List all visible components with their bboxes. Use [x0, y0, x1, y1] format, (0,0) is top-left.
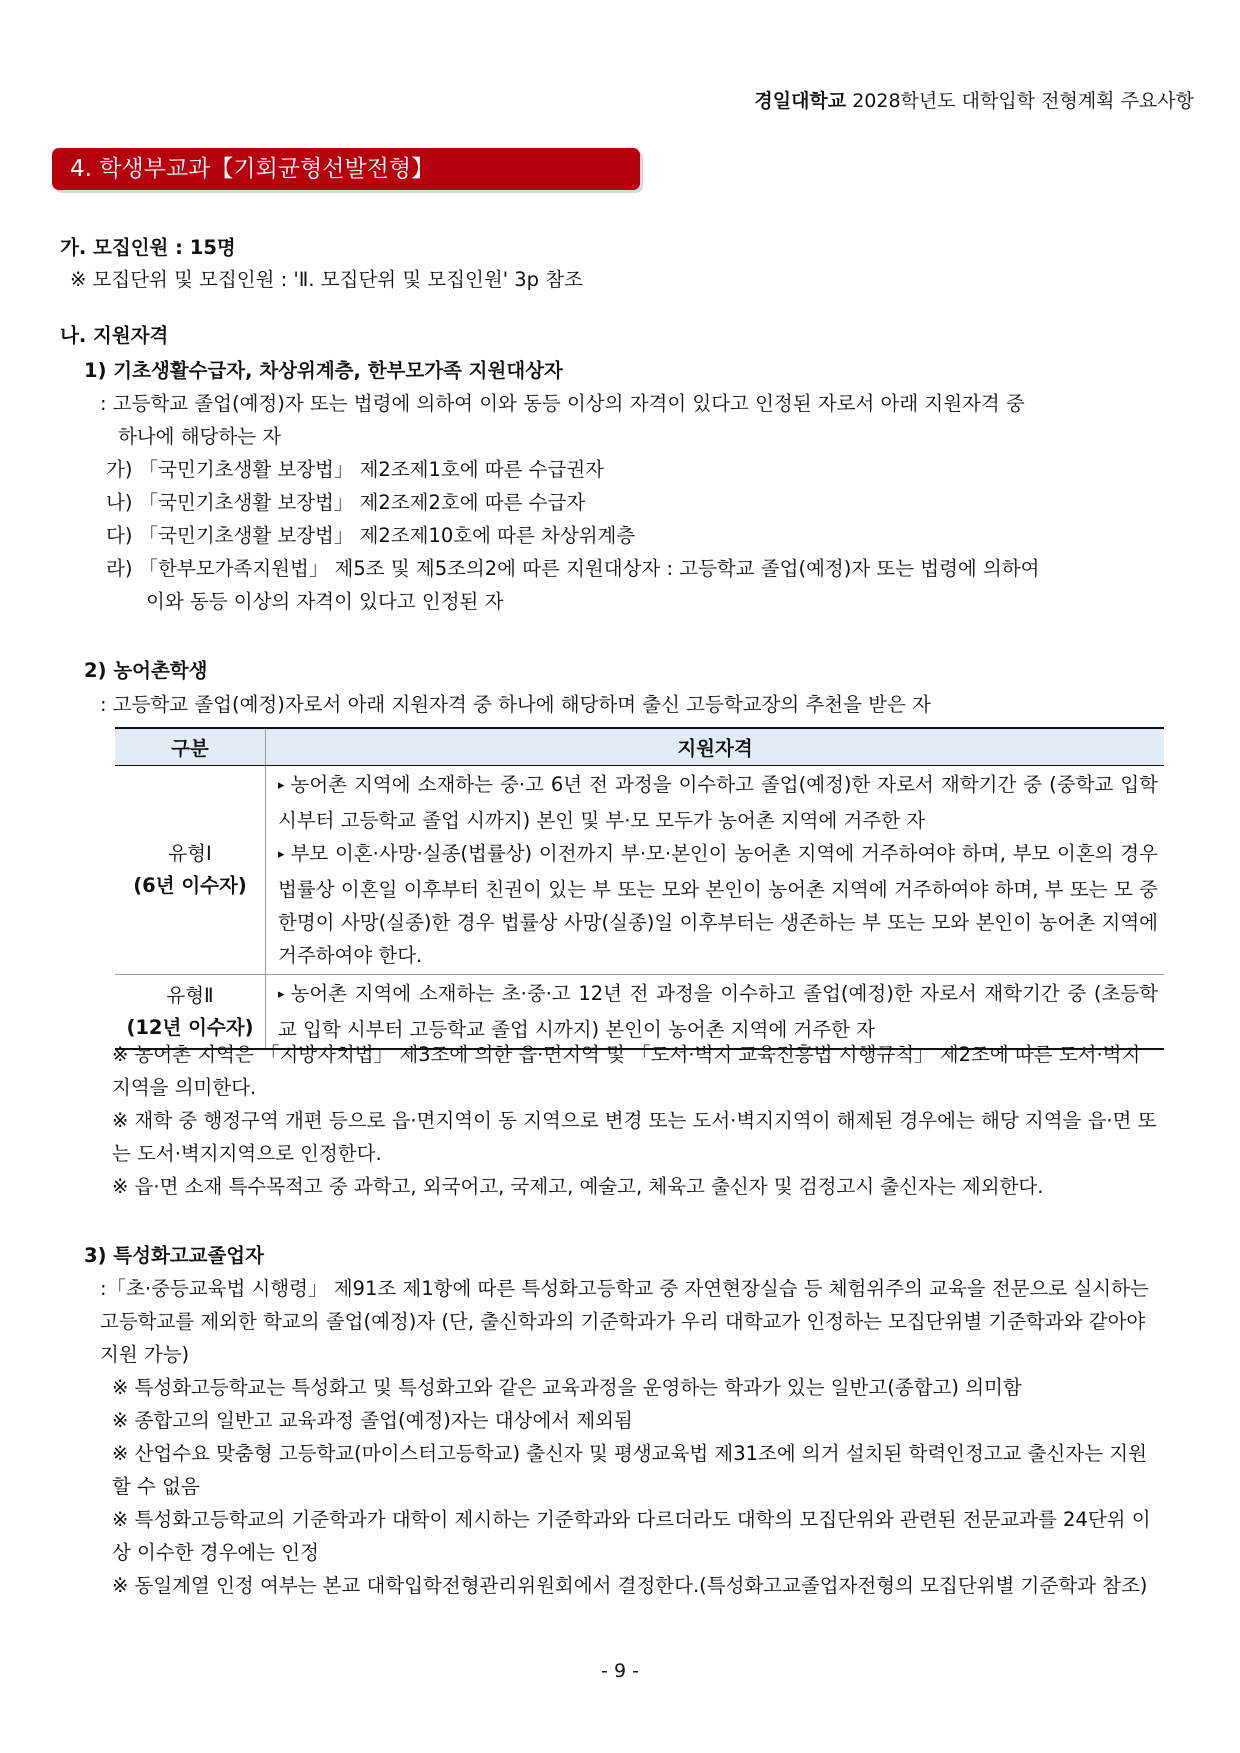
vocational-note: ※ 산업수요 맞춤형 고등학교(마이스터고등학교) 출신자 및 평생교육법 제31조에 의거 설치된 학력인정고교 출신자는 지원할 수 없음	[112, 1442, 1147, 1498]
vocational-note: ※ 특성화고등학교의 기준학과가 대학이 제시하는 기준학과와 다르더라도 대학의 모집단위와 관련된 전문교과를 24단위 이상 이수한 경우에는 인정	[112, 1508, 1151, 1564]
vocational-note: ※ 종합고의 일반고 교육과정 졸업(예정)자는 대상에서 제외됨	[112, 1409, 633, 1432]
rural-note: ※ 농어촌 지역은 「지방자치법」 제3조에 의한 읍·면지역 및 「도서·벽지 교육진흥법 시행규칙」 제2조에 따른 도서·벽지 지역을 의미한다.	[112, 1043, 1141, 1099]
table-header-category: 구분	[115, 728, 266, 766]
table-header-qualification: 지원자격	[266, 728, 1165, 766]
rural-eligibility-table	[115, 727, 1164, 1050]
vocational-notes	[112, 1371, 1164, 1602]
type-sublabel: (12년 이수자)	[126, 1015, 254, 1039]
eligibility-3-desc: :「초·중등교육법 시행령」 제91조 제1항에 따른 특성화고등학교 중 자연현장실습 등 체험위주의 교육을 전문으로 실시하는 고등학교를 제외한 학교의 졸업(예정)자 (단, 출신학과의 기준학과가 우리 대학교가 인정하는 모집단위별 기준학과와 같아야 지원 가능)	[100, 1277, 1149, 1366]
header-school: 경일대학교	[754, 90, 847, 112]
vocational-note: ※ 동일계열 인정 여부는 본교 대학입학전형관리위원회에서 결정한다.(특성화고교졸업자전형의 모집단위별 기준학과 참조)	[112, 1574, 1148, 1597]
eligibility-1-title: 1) 기초생활수급자, 차상위계층, 한부모가족 지원대상자	[84, 359, 563, 382]
eligibility-1-item-na: 나) 「국민기초생활 보장법」 제2조제2호에 따른 수급자	[106, 491, 586, 514]
eligibility-2-desc: : 고등학교 졸업(예정)자로서 아래 지원자격 중 하나에 해당하며 출신 고등학교장의 추천을 받은 자	[100, 693, 931, 716]
eligibility-1-item-da: 다) 「국민기초생활 보장법」 제2조제10호에 따른 차상위계층	[106, 524, 636, 547]
rural-note: ※ 읍·면 소재 특수목적고 중 과학고, 외국어고, 국제고, 예술고, 체육고 출신자 및 검정고시 출신자는 제외한다.	[112, 1175, 1044, 1198]
triangle-bullet-icon: ▸	[278, 847, 285, 862]
document-header	[754, 86, 1194, 113]
eligibility-1-desc-line1: : 고등학교 졸업(예정)자 또는 법령에 의하여 이와 동등 이상의 자격이 있다고 인정된 자로서 아래 지원자격 중	[100, 392, 1025, 415]
triangle-bullet-icon: ▸	[278, 778, 285, 793]
triangle-bullet-icon: ▸	[278, 987, 285, 1002]
page-number: - 9 -	[601, 1660, 639, 1682]
eligibility-1-item-ga: 가) 「국민기초생활 보장법」 제2조제1호에 따른 수급권자	[106, 458, 604, 481]
qualification-bullet: ▸ 농어촌 지역에 소재하는 중·고 6년 전 과정을 이수하고 졸업(예정)한 자로서 재학기간 중 (중학교 입학 시부터 고등학교 졸업 시까지) 본인 및 부·모 모두가 농어촌 지역에 거주한 자	[278, 773, 1158, 832]
rural-notes	[112, 1038, 1164, 1203]
recruitment-count-note: ※ 모집단위 및 모집인원 : 'Ⅱ. 모집단위 및 모집인원' 3p 참조	[70, 268, 583, 291]
eligibility-1-item-ra: 라) 「한부모가족지원법」 제5조 및 제5조의2에 따른 지원대상자 : 고등학교 졸업(예정)자 또는 법령에 의하여	[106, 557, 1040, 580]
eligibility-3-title: 3) 특성화고교졸업자	[84, 1244, 264, 1267]
qualification-cell	[266, 766, 1165, 975]
eligibility-2-title: 2) 농어촌학생	[84, 659, 208, 682]
type-sublabel: (6년 이수자)	[133, 874, 247, 897]
type-cell	[115, 766, 266, 975]
eligibility-1-item-ra-cont: 이와 동등 이상의 자격이 있다고 인정된 자	[146, 590, 504, 613]
table-row	[115, 766, 1164, 975]
section-title-banner: 4. 학생부교과【기회균형선발전형】	[52, 148, 640, 190]
recruitment-count-heading: 가. 모집인원 : 15명	[60, 236, 236, 259]
type-label: 유형Ⅱ	[166, 983, 214, 1007]
qualification-bullet: ▸ 부모 이혼·사망·실종(법률상) 이전까지 부·모·본인이 농어촌 지역에 거주하여야 하며, 부모 이혼의 경우 법률상 이혼일 이후부터 친권이 있는 부 또는 모와 본인이 농어촌 지역에 거주하여야 하며, 부 또는 모 중 한명이 사망(실종)한 경우 법률상 사망(실종)일 이후부터는 생존하는 부 또는 모와 본인이 농어촌 지역에 거주하여야 한다.	[278, 842, 1158, 967]
type-label: 유형Ⅰ	[168, 842, 212, 865]
eligibility-heading: 나. 지원자격	[60, 324, 169, 347]
qualification-bullet: ▸ 농어촌 지역에 소재하는 초·중·고 12년 전 과정을 이수하고 졸업(예정)한 자로서 재학기간 중 (초등학교 입학 시부터 고등학교 졸업 시까지) 본인이 농어촌 지역에 거주한 자	[278, 982, 1158, 1041]
eligibility-1-desc-line2: 하나에 해당하는 자	[118, 425, 282, 448]
header-subtitle: 2028학년도 대학입학 전형계획 주요사항	[852, 90, 1194, 112]
rural-note: ※ 재학 중 행정구역 개편 등으로 읍·면지역이 동 지역으로 변경 또는 도서·벽지지역이 해제된 경우에는 해당 지역을 읍·면 또는 도서·벽지지역으로 인정한다.	[112, 1109, 1157, 1165]
vocational-note: ※ 특성화고등학교는 특성화고 및 특성화고와 같은 교육과정을 운영하는 학과가 있는 일반고(종합고) 의미함	[112, 1376, 1022, 1399]
